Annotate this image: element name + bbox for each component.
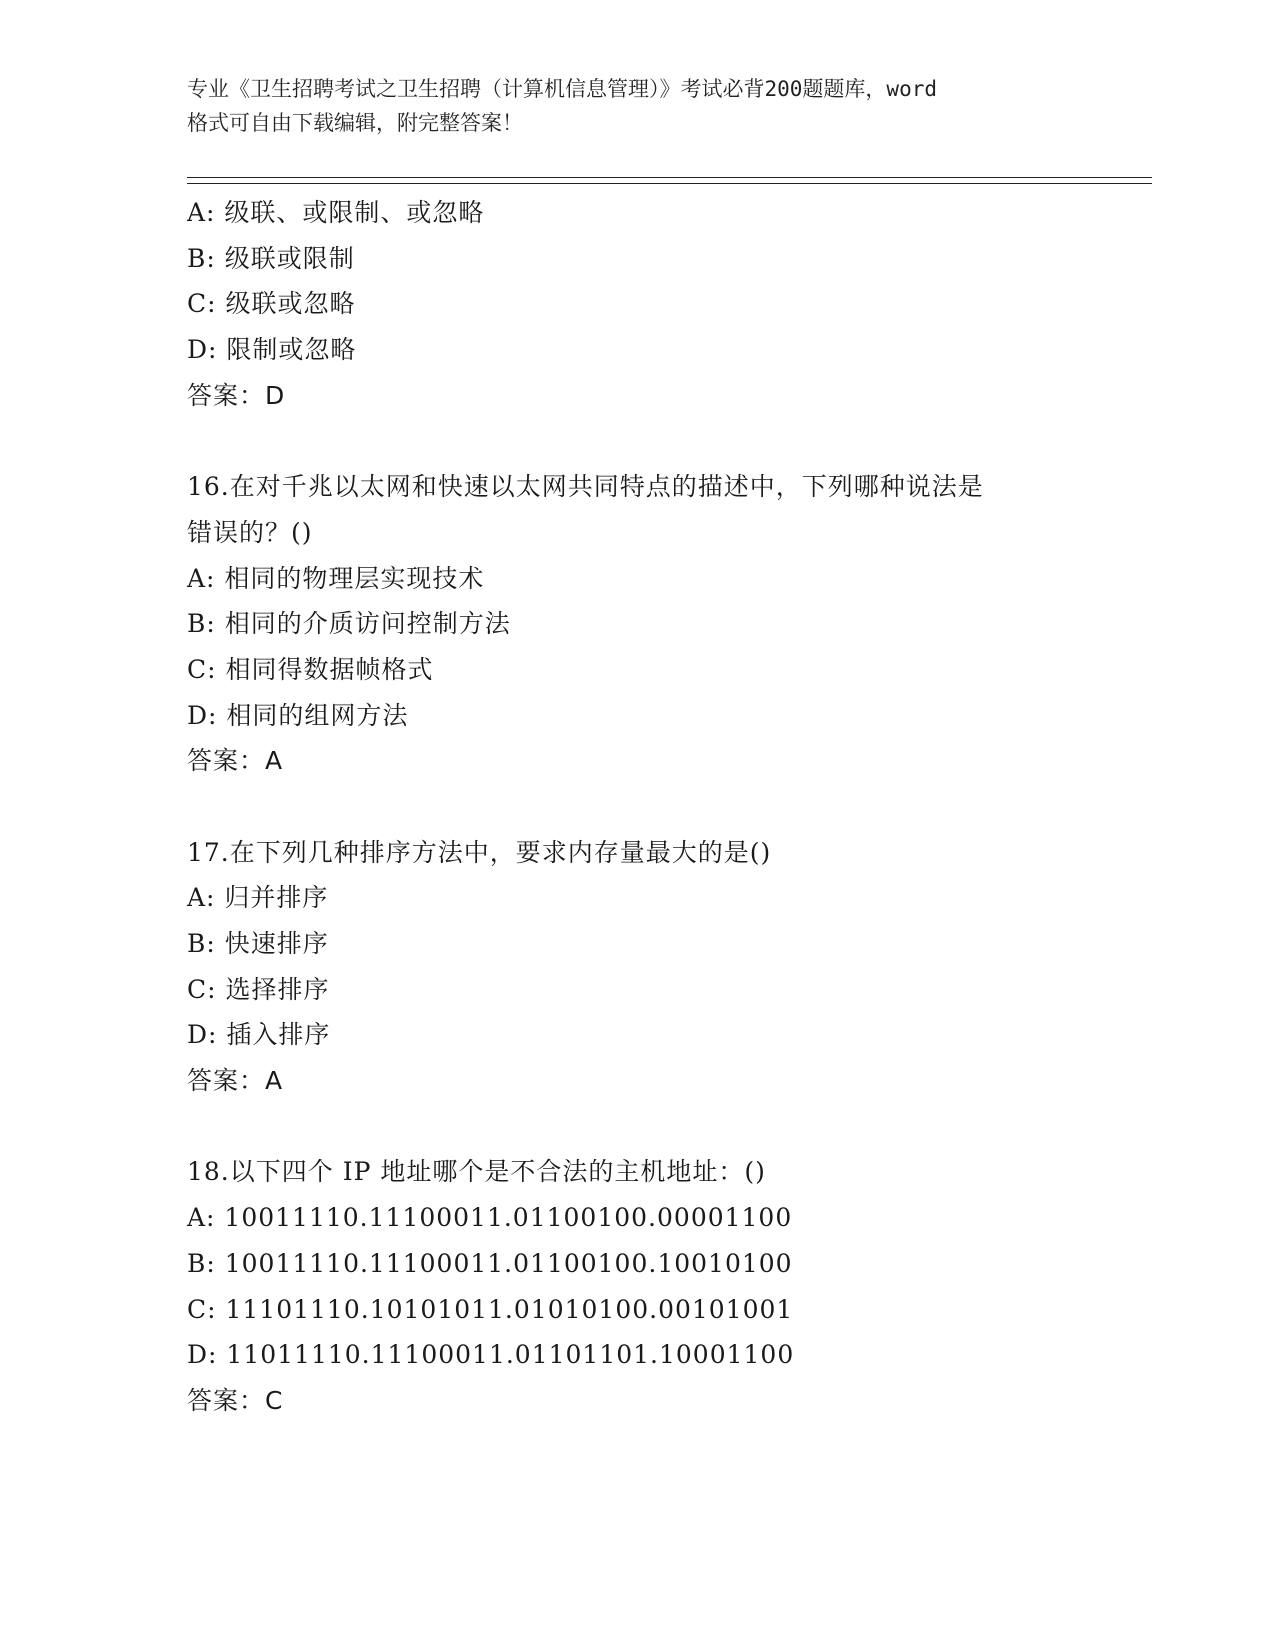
header-rule-top: [187, 177, 1152, 178]
answer-line: 答案：A: [187, 1066, 284, 1096]
answer-line: 答案：C: [187, 1385, 284, 1415]
spacer: [187, 1104, 1087, 1150]
document-header: [187, 72, 1117, 140]
spacer: [187, 784, 1087, 830]
header-rule-bottom: [187, 183, 1152, 184]
question-stem: 18.以下四个 IP 地址哪个是不合法的主机地址：(): [187, 1157, 766, 1187]
option-b: B: 快速排序: [187, 929, 329, 958]
spacer: [187, 418, 1087, 464]
question-list: [187, 190, 1087, 1424]
question-15-continued: [187, 190, 1087, 418]
option-c: C: 选择排序: [187, 974, 330, 1004]
option-a: A: 级联、或限制、或忽略: [187, 198, 485, 227]
answer-line: 答案：A: [187, 746, 284, 776]
option-b: B: 10011110.11100011.01100100.10010100: [187, 1248, 793, 1278]
option-d: D: 相同的组网方法: [187, 700, 409, 730]
header-line-2: 格式可自由下载编辑，附完整答案！: [187, 111, 523, 135]
answer-line: 答案：D: [187, 380, 286, 410]
header-line-1: 专业《卫生招聘考试之卫生招聘（计算机信息管理）》考试必背200题题库，word: [187, 77, 937, 101]
question-16: [187, 464, 1087, 784]
question-stem-continued: 错误的？(): [187, 517, 313, 547]
question-17: [187, 830, 1087, 1104]
option-d: D: 插入排序: [187, 1020, 331, 1050]
option-d: D: 限制或忽略: [187, 335, 357, 365]
option-a: A: 相同的物理层实现技术: [187, 563, 485, 593]
question-stem: 17.在下列几种排序方法中，要求内存量最大的是(): [187, 837, 772, 867]
question-18: [187, 1149, 1087, 1423]
option-c: C: 11101110.10101011.01010100.00101001: [187, 1294, 794, 1324]
option-b: B: 级联或限制: [187, 243, 355, 273]
option-c: C: 级联或忽略: [187, 289, 356, 319]
option-a: A: 10011110.11100011.01100100.00001100: [187, 1203, 793, 1233]
option-d: D: 11011110.11100011.01101101.10001100: [187, 1340, 795, 1370]
option-a: A: 归并排序: [187, 883, 329, 913]
option-c: C: 相同得数据帧格式: [187, 654, 434, 684]
question-stem: 16.在对千兆以太网和快速以太网共同特点的描述中，下列哪种说法是: [187, 472, 984, 502]
option-b: B: 相同的介质访问控制方法: [187, 609, 511, 639]
